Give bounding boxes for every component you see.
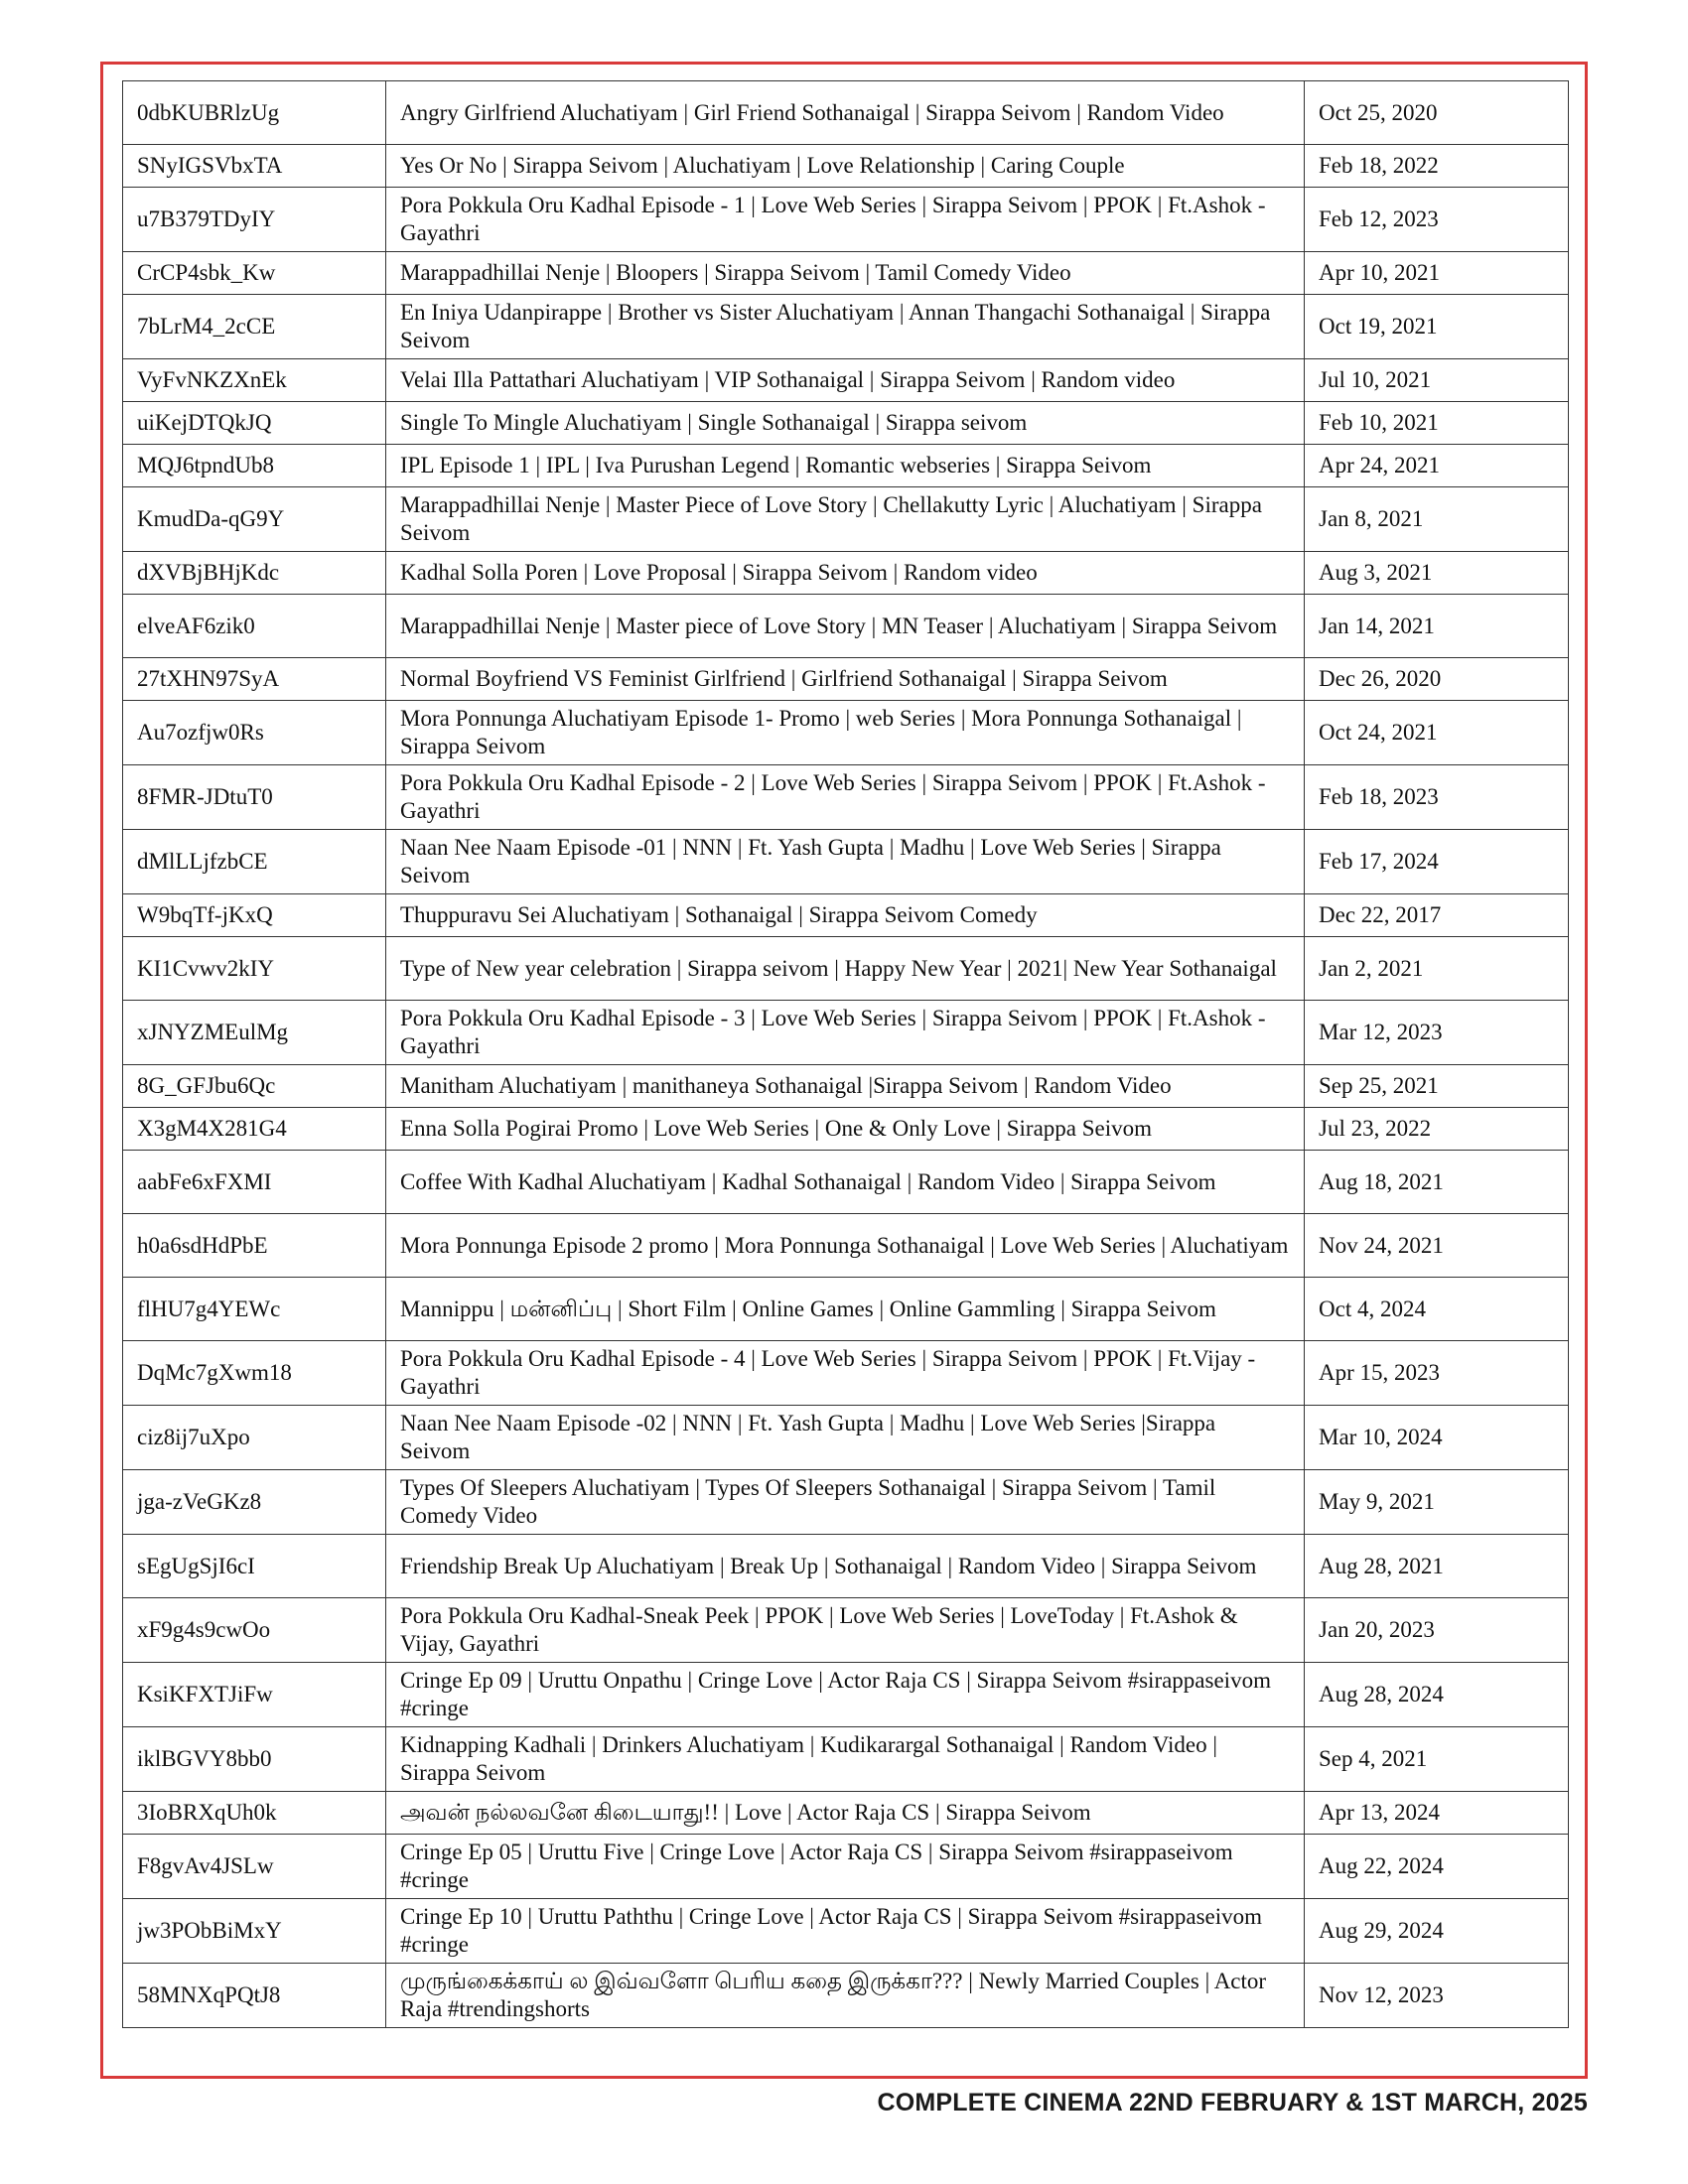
- video-date-cell: Dec 22, 2017: [1305, 894, 1569, 937]
- video-id-cell: 58MNXqPQtJ8: [123, 1964, 386, 2028]
- video-date-cell: Aug 3, 2021: [1305, 552, 1569, 595]
- video-title-cell: Cringe Ep 09 | Uruttu Onpathu | Cringe Love | Actor Raja CS | Sirappa Seivom #sirappaseivom #cringe: [386, 1663, 1305, 1727]
- video-date-cell: Apr 15, 2023: [1305, 1341, 1569, 1406]
- table-row: [123, 1663, 1569, 1727]
- video-title-cell: Marappadhillai Nenje | Master Piece of Love Story | Chellakutty Lyric | Aluchatiyam | Sirappa Seivom: [386, 487, 1305, 552]
- table-row: [123, 595, 1569, 658]
- video-title-cell: Mannippu | மன்னிப்பு | Short Film | Online Games | Online Gammling | Sirappa Seivom: [386, 1278, 1305, 1341]
- table-row: [123, 1792, 1569, 1835]
- video-id-cell: W9bqTf-jKxQ: [123, 894, 386, 937]
- video-title-cell: Kidnapping Kadhali | Drinkers Aluchatiyam | Kudikarargal Sothanaigal | Random Video | Sirappa Seivom: [386, 1727, 1305, 1792]
- video-date-cell: Oct 25, 2020: [1305, 81, 1569, 145]
- table-row: [123, 252, 1569, 295]
- table-row: [123, 1535, 1569, 1598]
- video-date-cell: Mar 10, 2024: [1305, 1406, 1569, 1470]
- video-id-cell: iklBGVY8bb0: [123, 1727, 386, 1792]
- table-row: [123, 295, 1569, 359]
- video-id-cell: SNyIGSVbxTA: [123, 145, 386, 188]
- video-id-cell: VyFvNKZXnEk: [123, 359, 386, 402]
- video-id-cell: elveAF6zik0: [123, 595, 386, 658]
- video-date-cell: Feb 12, 2023: [1305, 188, 1569, 252]
- table-row: [123, 1835, 1569, 1899]
- table-row: [123, 1214, 1569, 1278]
- video-title-cell: Single To Mingle Aluchatiyam | Single Sothanaigal | Sirappa seivom: [386, 402, 1305, 445]
- video-title-cell: Cringe Ep 10 | Uruttu Paththu | Cringe Love | Actor Raja CS | Sirappa Seivom #sirappaseivom #cringe: [386, 1899, 1305, 1964]
- video-id-cell: flHU7g4YEWc: [123, 1278, 386, 1341]
- video-date-cell: Aug 29, 2024: [1305, 1899, 1569, 1964]
- video-date-cell: Jul 23, 2022: [1305, 1108, 1569, 1151]
- table-row: [123, 1151, 1569, 1214]
- video-title-cell: IPL Episode 1 | IPL | Iva Purushan Legend | Romantic webseries | Sirappa Seivom: [386, 445, 1305, 487]
- video-date-cell: Jan 8, 2021: [1305, 487, 1569, 552]
- video-id-cell: DqMc7gXwm18: [123, 1341, 386, 1406]
- video-id-cell: MQJ6tpndUb8: [123, 445, 386, 487]
- video-id-cell: 7bLrM4_2cCE: [123, 295, 386, 359]
- video-title-cell: Pora Pokkula Oru Kadhal Episode - 4 | Love Web Series | Sirappa Seivom | PPOK | Ft.Vijay - Gayathri: [386, 1341, 1305, 1406]
- video-title-cell: Pora Pokkula Oru Kadhal-Sneak Peek | PPOK | Love Web Series | LoveToday | Ft.Ashok & Vijay, Gayathri: [386, 1598, 1305, 1663]
- video-date-cell: Apr 13, 2024: [1305, 1792, 1569, 1835]
- table-row: [123, 1899, 1569, 1964]
- video-title-cell: Kadhal Solla Poren | Love Proposal | Sirappa Seivom | Random video: [386, 552, 1305, 595]
- video-id-cell: Au7ozfjw0Rs: [123, 701, 386, 765]
- video-id-cell: dXVBjBHjKdc: [123, 552, 386, 595]
- video-title-cell: Pora Pokkula Oru Kadhal Episode - 2 | Love Web Series | Sirappa Seivom | PPOK | Ft.Ashok - Gayathri: [386, 765, 1305, 830]
- video-date-cell: Apr 24, 2021: [1305, 445, 1569, 487]
- video-title-cell: Manitham Aluchatiyam | manithaneya Sothanaigal |Sirappa Seivom | Random Video: [386, 1065, 1305, 1108]
- table-row: [123, 701, 1569, 765]
- video-id-cell: sEgUgSjI6cI: [123, 1535, 386, 1598]
- video-title-cell: Normal Boyfriend VS Feminist Girlfriend | Girlfriend Sothanaigal | Sirappa Seivom: [386, 658, 1305, 701]
- table-row: [123, 1278, 1569, 1341]
- video-title-cell: Naan Nee Naam Episode -02 | NNN | Ft. Yash Gupta | Madhu | Love Web Series |Sirappa Seivom: [386, 1406, 1305, 1470]
- table-row: [123, 1470, 1569, 1535]
- video-table-body: [123, 81, 1569, 2028]
- video-id-cell: jga-zVeGKz8: [123, 1470, 386, 1535]
- table-row: [123, 765, 1569, 830]
- video-title-cell: Coffee With Kadhal Aluchatiyam | Kadhal Sothanaigal | Random Video | Sirappa Seivom: [386, 1151, 1305, 1214]
- table-row: [123, 1964, 1569, 2028]
- table-row: [123, 1065, 1569, 1108]
- video-date-cell: Aug 28, 2021: [1305, 1535, 1569, 1598]
- footer-caption: COMPLETE CINEMA 22ND FEBRUARY & 1ST MARCH, 2025: [877, 2089, 1588, 2116]
- video-title-cell: Enna Solla Pogirai Promo | Love Web Series | One & Only Love | Sirappa Seivom: [386, 1108, 1305, 1151]
- video-title-cell: En Iniya Udanpirappe | Brother vs Sister Aluchatiyam | Annan Thangachi Sothanaigal | Sirappa Seivom: [386, 295, 1305, 359]
- video-id-cell: dMlLLjfzbCE: [123, 830, 386, 894]
- video-date-cell: Aug 18, 2021: [1305, 1151, 1569, 1214]
- table-row: [123, 830, 1569, 894]
- table-row: [123, 81, 1569, 145]
- video-title-cell: Types Of Sleepers Aluchatiyam | Types Of Sleepers Sothanaigal | Sirappa Seivom | Tamil Comedy Video: [386, 1470, 1305, 1535]
- video-date-cell: Feb 18, 2023: [1305, 765, 1569, 830]
- video-table: [122, 80, 1569, 2028]
- table-row: [123, 1108, 1569, 1151]
- video-id-cell: 27tXHN97SyA: [123, 658, 386, 701]
- video-date-cell: Dec 26, 2020: [1305, 658, 1569, 701]
- table-row: [123, 894, 1569, 937]
- video-date-cell: Oct 24, 2021: [1305, 701, 1569, 765]
- table-row: [123, 658, 1569, 701]
- video-id-cell: u7B379TDyIY: [123, 188, 386, 252]
- video-id-cell: jw3PObBiMxY: [123, 1899, 386, 1964]
- video-date-cell: Feb 18, 2022: [1305, 145, 1569, 188]
- video-date-cell: Feb 10, 2021: [1305, 402, 1569, 445]
- video-title-cell: Type of New year celebration | Sirappa seivom | Happy New Year | 2021| New Year Sothanaigal: [386, 937, 1305, 1001]
- video-id-cell: KmudDa-qG9Y: [123, 487, 386, 552]
- video-date-cell: Jan 14, 2021: [1305, 595, 1569, 658]
- video-id-cell: xJNYZMEulMg: [123, 1001, 386, 1065]
- video-id-cell: KsiKFXTJiFw: [123, 1663, 386, 1727]
- video-date-cell: Oct 19, 2021: [1305, 295, 1569, 359]
- video-id-cell: 8FMR-JDtuT0: [123, 765, 386, 830]
- video-title-cell: Mora Ponnunga Episode 2 promo | Mora Ponnunga Sothanaigal | Love Web Series | Aluchatiyam: [386, 1214, 1305, 1278]
- video-title-cell: Mora Ponnunga Aluchatiyam Episode 1- Promo | web Series | Mora Ponnunga Sothanaigal | Sirappa Seivom: [386, 701, 1305, 765]
- table-row: [123, 1727, 1569, 1792]
- video-title-cell: Pora Pokkula Oru Kadhal Episode - 1 | Love Web Series | Sirappa Seivom | PPOK | Ft.Ashok - Gayathri: [386, 188, 1305, 252]
- table-row: [123, 445, 1569, 487]
- video-title-cell: Marappadhillai Nenje | Master piece of Love Story | MN Teaser | Aluchatiyam | Sirappa Seivom: [386, 595, 1305, 658]
- video-title-cell: Thuppuravu Sei Aluchatiyam | Sothanaigal | Sirappa Seivom Comedy: [386, 894, 1305, 937]
- video-id-cell: h0a6sdHdPbE: [123, 1214, 386, 1278]
- video-id-cell: CrCP4sbk_Kw: [123, 252, 386, 295]
- video-title-cell: Angry Girlfriend Aluchatiyam | Girl Friend Sothanaigal | Sirappa Seivom | Random Video: [386, 81, 1305, 145]
- table-row: [123, 1598, 1569, 1663]
- table-row: [123, 552, 1569, 595]
- video-title-cell: Friendship Break Up Aluchatiyam | Break Up | Sothanaigal | Random Video | Sirappa Seivom: [386, 1535, 1305, 1598]
- video-date-cell: May 9, 2021: [1305, 1470, 1569, 1535]
- video-title-cell: Cringe Ep 05 | Uruttu Five | Cringe Love | Actor Raja CS | Sirappa Seivom #sirappaseivom #cringe: [386, 1835, 1305, 1899]
- video-date-cell: Jan 20, 2023: [1305, 1598, 1569, 1663]
- table-row: [123, 1406, 1569, 1470]
- video-id-cell: 0dbKUBRlzUg: [123, 81, 386, 145]
- video-date-cell: Oct 4, 2024: [1305, 1278, 1569, 1341]
- video-title-cell: Pora Pokkula Oru Kadhal Episode - 3 | Love Web Series | Sirappa Seivom | PPOK | Ft.Ashok - Gayathri: [386, 1001, 1305, 1065]
- video-id-cell: xF9g4s9cwOo: [123, 1598, 386, 1663]
- video-date-cell: Aug 22, 2024: [1305, 1835, 1569, 1899]
- video-date-cell: Apr 10, 2021: [1305, 252, 1569, 295]
- table-row: [123, 402, 1569, 445]
- video-date-cell: Jul 10, 2021: [1305, 359, 1569, 402]
- video-date-cell: Nov 12, 2023: [1305, 1964, 1569, 2028]
- video-id-cell: 8G_GFJbu6Qc: [123, 1065, 386, 1108]
- table-row: [123, 145, 1569, 188]
- table-row: [123, 359, 1569, 402]
- video-id-cell: uiKejDTQkJQ: [123, 402, 386, 445]
- video-id-cell: 3IoBRXqUh0k: [123, 1792, 386, 1835]
- video-date-cell: Mar 12, 2023: [1305, 1001, 1569, 1065]
- video-date-cell: Jan 2, 2021: [1305, 937, 1569, 1001]
- video-id-cell: aabFe6xFXMI: [123, 1151, 386, 1214]
- video-id-cell: F8gvAv4JSLw: [123, 1835, 386, 1899]
- video-title-cell: அவன் நல்லவனே கிடையாது!! | Love | Actor Raja CS | Sirappa Seivom: [386, 1792, 1305, 1835]
- video-id-cell: X3gM4X281G4: [123, 1108, 386, 1151]
- video-title-cell: முருங்கைக்காய் ல இவ்வளோ பெரிய கதை இருக்கா??? | Newly Married Couples | Actor Raja #trendingshorts: [386, 1964, 1305, 2028]
- video-title-cell: Yes Or No | Sirappa Seivom | Aluchatiyam | Love Relationship | Caring Couple: [386, 145, 1305, 188]
- video-date-cell: Sep 4, 2021: [1305, 1727, 1569, 1792]
- video-id-cell: ciz8ij7uXpo: [123, 1406, 386, 1470]
- video-title-cell: Velai Illa Pattathari Aluchatiyam | VIP Sothanaigal | Sirappa Seivom | Random video: [386, 359, 1305, 402]
- table-row: [123, 1341, 1569, 1406]
- table-row: [123, 188, 1569, 252]
- table-row: [123, 1001, 1569, 1065]
- video-date-cell: Nov 24, 2021: [1305, 1214, 1569, 1278]
- video-date-cell: Feb 17, 2024: [1305, 830, 1569, 894]
- table-row: [123, 937, 1569, 1001]
- video-date-cell: Sep 25, 2021: [1305, 1065, 1569, 1108]
- video-date-cell: Aug 28, 2024: [1305, 1663, 1569, 1727]
- video-id-cell: KI1Cvwv2kIY: [123, 937, 386, 1001]
- table-row: [123, 487, 1569, 552]
- video-title-cell: Marappadhillai Nenje | Bloopers | Sirappa Seivom | Tamil Comedy Video: [386, 252, 1305, 295]
- video-title-cell: Naan Nee Naam Episode -01 | NNN | Ft. Yash Gupta | Madhu | Love Web Series | Sirappa Seivom: [386, 830, 1305, 894]
